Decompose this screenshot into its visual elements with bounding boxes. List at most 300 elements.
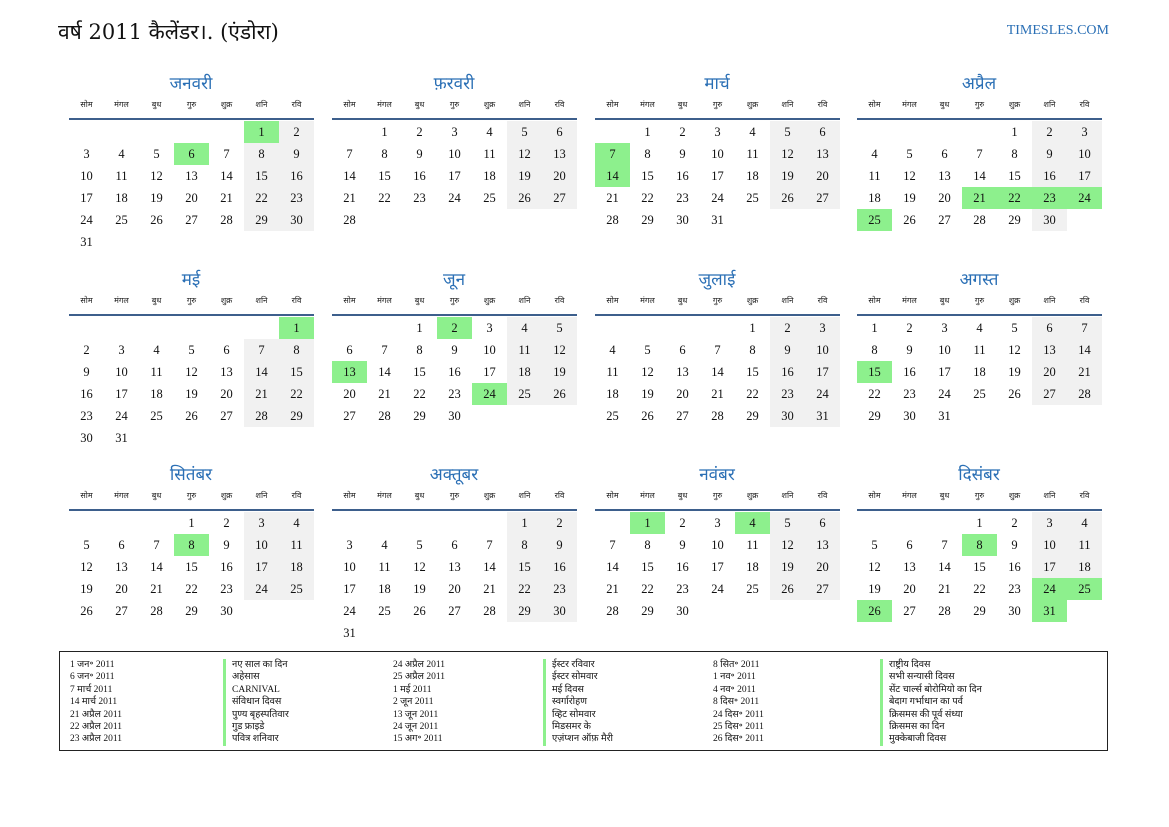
day-grid xyxy=(857,512,1102,622)
day-cell: 26 xyxy=(770,187,805,209)
day-cell: 15 xyxy=(185,560,198,574)
day-cell: 9 xyxy=(542,534,577,556)
day-cell: 12 xyxy=(770,143,805,165)
day-cell: 31 xyxy=(805,405,840,427)
legend-date: 1 मई 2011 xyxy=(393,684,432,695)
day-cell: 2 xyxy=(1032,121,1067,143)
day-cell: 29 xyxy=(1008,213,1021,227)
day-cell: 9 xyxy=(83,365,90,379)
day-cell: 16 xyxy=(448,365,461,379)
legend-dates xyxy=(70,659,122,746)
empty-cell xyxy=(332,512,367,534)
weekday-header xyxy=(857,96,1102,120)
weekday-label: शुक्र xyxy=(220,296,233,305)
weekday-label: शनि xyxy=(1043,296,1056,305)
holiday-day-cell: 25 xyxy=(1067,578,1102,600)
day-cell: 11 xyxy=(115,169,128,183)
day-cell: 16 xyxy=(542,556,577,578)
day-cell: 23 xyxy=(676,191,689,205)
weekday-label: शनि xyxy=(518,296,531,305)
day-cell: 7 xyxy=(1067,317,1102,339)
weekday-label: गुरु xyxy=(974,491,985,500)
empty-cell xyxy=(595,512,630,534)
day-cell: 4 xyxy=(976,321,983,335)
weekday-label: रवि xyxy=(291,491,302,500)
day-cell: 24 xyxy=(711,582,724,596)
day-cell: 21 xyxy=(711,387,724,401)
day-cell: 11 xyxy=(507,339,542,361)
day-cell: 1 xyxy=(749,321,756,335)
day-cell: 23 xyxy=(279,187,314,209)
empty-cell xyxy=(209,317,244,339)
day-cell: 25 xyxy=(606,409,619,423)
day-cell: 6 xyxy=(679,343,686,357)
weekday-label: सोम xyxy=(80,100,93,109)
day-cell: 4 xyxy=(1067,512,1102,534)
day-cell: 6 xyxy=(346,343,353,357)
day-cell: 30 xyxy=(80,431,93,445)
day-grid xyxy=(332,317,577,427)
weekday-label: रवि xyxy=(291,296,302,305)
day-cell: 26 xyxy=(903,213,916,227)
legend-holiday-name: सभी सन्यासी दिवस xyxy=(889,672,955,683)
legend-names xyxy=(232,659,289,746)
month-name: जनवरी xyxy=(169,74,213,94)
legend-holiday-name: पुण्य बृहस्पतिवार xyxy=(232,709,289,720)
holiday-day-cell: 24 xyxy=(1032,578,1067,600)
day-cell: 14 xyxy=(606,560,619,574)
empty-cell xyxy=(174,317,209,339)
day-cell: 13 xyxy=(448,560,461,574)
day-cell: 4 xyxy=(153,343,160,357)
legend-holiday-name: संविधान दिवस xyxy=(232,697,282,708)
weekday-label: सोम xyxy=(80,491,93,500)
day-cell: 20 xyxy=(676,387,689,401)
day-cell: 15 xyxy=(378,169,391,183)
weekday-label: गुरु xyxy=(186,296,197,305)
weekday-label: सोम xyxy=(80,296,93,305)
day-cell: 5 xyxy=(153,147,160,161)
day-cell: 28 xyxy=(483,604,496,618)
day-cell: 10 xyxy=(711,147,724,161)
day-cell: 17 xyxy=(483,365,496,379)
day-cell: 19 xyxy=(868,582,881,596)
day-cell: 17 xyxy=(711,560,724,574)
holiday-day-cell: 26 xyxy=(857,600,892,622)
empty-cell xyxy=(437,512,472,534)
empty-cell xyxy=(857,121,892,143)
legend-dates xyxy=(393,659,445,746)
day-cell: 12 xyxy=(1008,343,1021,357)
day-cell: 31 xyxy=(80,235,93,249)
day-cell: 26 xyxy=(1008,387,1021,401)
day-cell: 13 xyxy=(1032,339,1067,361)
day-cell: 14 xyxy=(483,560,496,574)
month-calendar xyxy=(594,463,840,622)
day-cell: 16 xyxy=(279,165,314,187)
day-cell: 21 xyxy=(244,383,279,405)
day-cell: 2 xyxy=(1011,516,1018,530)
weekday-label: शनि xyxy=(255,296,268,305)
empty-cell xyxy=(69,512,104,534)
empty-cell xyxy=(104,512,139,534)
day-cell: 23 xyxy=(1008,582,1021,596)
day-cell: 22 xyxy=(279,383,314,405)
day-cell: 27 xyxy=(343,409,356,423)
day-cell: 16 xyxy=(413,169,426,183)
day-cell: 5 xyxy=(416,538,423,552)
weekday-label: सोम xyxy=(868,100,881,109)
day-cell: 30 xyxy=(770,405,805,427)
weekday-label: रवि xyxy=(817,491,828,500)
day-cell: 23 xyxy=(80,409,93,423)
day-cell: 6 xyxy=(223,343,230,357)
day-grid xyxy=(69,317,314,449)
day-cell: 22 xyxy=(507,578,542,600)
holiday-day-cell: 4 xyxy=(735,512,770,534)
month-calendar xyxy=(68,463,314,622)
day-cell: 31 xyxy=(115,431,128,445)
weekday-label: शुक्र xyxy=(483,296,496,305)
day-cell: 17 xyxy=(1067,165,1102,187)
weekday-label: गुरु xyxy=(449,491,460,500)
day-cell: 10 xyxy=(938,343,951,357)
legend-date: 4 नव॰ 2011 xyxy=(713,684,756,695)
day-cell: 14 xyxy=(1067,339,1102,361)
empty-cell xyxy=(595,317,630,339)
day-cell: 9 xyxy=(279,143,314,165)
day-cell: 11 xyxy=(973,343,986,357)
day-cell: 5 xyxy=(83,538,90,552)
day-cell: 4 xyxy=(871,147,878,161)
day-grid xyxy=(595,121,840,231)
holiday-marker xyxy=(223,659,226,746)
weekday-label: शुक्र xyxy=(746,100,759,109)
legend-holiday-name: पवित्र शनिवार xyxy=(232,734,279,745)
weekday-label: मंगल xyxy=(902,491,917,500)
day-cell: 11 xyxy=(868,169,881,183)
day-cell: 9 xyxy=(679,538,686,552)
day-cell: 20 xyxy=(185,191,198,205)
day-cell: 16 xyxy=(1032,165,1067,187)
day-cell: 28 xyxy=(1067,383,1102,405)
day-cell: 6 xyxy=(805,121,840,143)
month-calendar xyxy=(856,268,1102,427)
day-cell: 3 xyxy=(714,516,721,530)
holiday-day-cell: 22 xyxy=(997,187,1032,209)
day-cell: 13 xyxy=(938,169,951,183)
day-cell: 22 xyxy=(413,387,426,401)
month-name: जून xyxy=(442,270,466,290)
weekday-header xyxy=(857,487,1102,511)
empty-cell xyxy=(962,121,997,143)
day-cell: 24 xyxy=(938,387,951,401)
weekday-label: मंगल xyxy=(114,296,129,305)
day-cell: 2 xyxy=(279,121,314,143)
day-cell: 2 xyxy=(770,317,805,339)
weekday-label: मंगल xyxy=(902,296,917,305)
day-cell: 25 xyxy=(746,582,759,596)
day-cell: 29 xyxy=(279,405,314,427)
weekday-label: रवि xyxy=(1079,491,1090,500)
day-cell: 29 xyxy=(641,604,654,618)
day-cell: 8 xyxy=(507,534,542,556)
day-cell: 18 xyxy=(606,387,619,401)
empty-cell xyxy=(700,317,735,339)
day-cell: 7 xyxy=(153,538,160,552)
day-cell: 8 xyxy=(871,343,878,357)
weekday-header xyxy=(332,487,577,511)
weekday-label: शनि xyxy=(518,100,531,109)
day-cell: 17 xyxy=(711,169,724,183)
weekday-label: शनि xyxy=(781,100,794,109)
day-cell: 11 xyxy=(378,560,391,574)
legend-holiday-name: नए साल का दिन xyxy=(232,660,288,670)
weekday-label: गुरु xyxy=(712,296,723,305)
month-calendar xyxy=(594,268,840,427)
weekday-label: शुक्र xyxy=(483,491,496,500)
weekday-label: गुरु xyxy=(186,100,197,109)
holiday-day-cell: 1 xyxy=(244,121,279,143)
day-cell: 21 xyxy=(150,582,163,596)
day-cell: 5 xyxy=(871,538,878,552)
month-calendar xyxy=(856,72,1102,231)
legend-holiday-name: क्रिसमस का दिन xyxy=(889,722,945,733)
day-cell: 21 xyxy=(343,191,356,205)
weekday-header xyxy=(69,96,314,120)
day-cell: 3 xyxy=(83,147,90,161)
day-cell: 4 xyxy=(381,538,388,552)
day-cell: 23 xyxy=(676,582,689,596)
weekday-label: रवि xyxy=(817,100,828,109)
month-calendar xyxy=(68,72,314,253)
day-cell: 20 xyxy=(343,387,356,401)
day-cell: 4 xyxy=(486,125,493,139)
weekday-label: रवि xyxy=(1079,100,1090,109)
legend-holiday-name: CARNIVAL xyxy=(232,684,280,695)
day-cell: 18 xyxy=(1067,556,1102,578)
day-cell: 29 xyxy=(973,604,986,618)
legend-holiday-name: व्हिट सोमवार xyxy=(552,709,596,720)
day-cell: 15 xyxy=(507,556,542,578)
legend-holiday-name: सेंट चार्ल्स बोरोमियो का दिन xyxy=(889,684,982,695)
weekday-label: सोम xyxy=(343,100,356,109)
day-cell: 27 xyxy=(220,409,233,423)
day-cell: 14 xyxy=(973,169,986,183)
day-cell: 15 xyxy=(641,560,654,574)
day-cell: 12 xyxy=(868,560,881,574)
day-cell: 8 xyxy=(644,538,651,552)
day-grid xyxy=(69,121,314,253)
empty-cell xyxy=(892,512,927,534)
day-cell: 12 xyxy=(542,339,577,361)
month-calendar xyxy=(856,463,1102,622)
day-cell: 12 xyxy=(150,169,163,183)
day-cell: 6 xyxy=(118,538,125,552)
day-cell: 28 xyxy=(378,409,391,423)
day-cell: 29 xyxy=(746,409,759,423)
weekday-label: मंगल xyxy=(640,491,655,500)
day-cell: 24 xyxy=(115,409,128,423)
legend-date: 2 जून 2011 xyxy=(393,697,434,708)
day-cell: 19 xyxy=(413,582,426,596)
weekday-label: गुरु xyxy=(449,100,460,109)
day-cell: 28 xyxy=(150,604,163,618)
weekday-label: बुध xyxy=(151,296,162,305)
day-cell: 13 xyxy=(676,365,689,379)
day-cell: 17 xyxy=(938,365,951,379)
day-cell: 28 xyxy=(606,213,619,227)
day-cell: 18 xyxy=(115,191,128,205)
empty-cell xyxy=(332,121,367,143)
day-cell: 10 xyxy=(805,339,840,361)
day-cell: 3 xyxy=(1067,121,1102,143)
day-cell: 28 xyxy=(973,213,986,227)
day-cell: 2 xyxy=(542,512,577,534)
month-name: दिसंबर xyxy=(958,465,1000,485)
weekday-label: सोम xyxy=(343,491,356,500)
site-link[interactable]: TIMESLES.COM xyxy=(1006,23,1109,38)
day-cell: 23 xyxy=(542,578,577,600)
day-cell: 1 xyxy=(381,125,388,139)
day-cell: 2 xyxy=(83,343,90,357)
day-grid xyxy=(857,121,1102,231)
day-cell: 23 xyxy=(448,387,461,401)
day-cell: 19 xyxy=(770,556,805,578)
day-cell: 30 xyxy=(676,604,689,618)
day-cell: 16 xyxy=(676,169,689,183)
day-cell: 30 xyxy=(279,209,314,231)
day-cell: 5 xyxy=(644,343,651,357)
day-cell: 7 xyxy=(346,147,353,161)
weekday-label: शनि xyxy=(1043,491,1056,500)
day-cell: 24 xyxy=(244,578,279,600)
day-cell: 14 xyxy=(711,365,724,379)
day-cell: 6 xyxy=(805,512,840,534)
empty-cell xyxy=(104,121,139,143)
month-name: अप्रैल xyxy=(961,74,997,94)
day-cell: 23 xyxy=(220,582,233,596)
day-cell: 25 xyxy=(150,409,163,423)
legend-date: 13 जून 2011 xyxy=(393,709,439,720)
empty-cell xyxy=(332,317,367,339)
day-cell: 30 xyxy=(1008,604,1021,618)
weekday-label: शनि xyxy=(1043,100,1056,109)
day-cell: 17 xyxy=(343,582,356,596)
day-cell: 8 xyxy=(416,343,423,357)
day-cell: 27 xyxy=(805,578,840,600)
day-cell: 21 xyxy=(1067,361,1102,383)
day-cell: 27 xyxy=(1032,383,1067,405)
day-cell: 9 xyxy=(223,538,230,552)
legend-date: 14 मार्च 2011 xyxy=(70,697,118,708)
weekday-label: गुरु xyxy=(186,491,197,500)
holiday-day-cell: 1 xyxy=(279,317,314,339)
day-cell: 27 xyxy=(676,409,689,423)
day-cell: 1 xyxy=(644,125,651,139)
day-cell: 9 xyxy=(906,343,913,357)
day-cell: 26 xyxy=(80,604,93,618)
day-cell: 18 xyxy=(378,582,391,596)
day-cell: 28 xyxy=(711,409,724,423)
month-calendar xyxy=(331,72,577,231)
day-cell: 7 xyxy=(244,339,279,361)
holiday-day-cell: 7 xyxy=(595,143,630,165)
day-cell: 15 xyxy=(746,365,759,379)
day-cell: 5 xyxy=(906,147,913,161)
weekday-header xyxy=(332,292,577,316)
weekday-header xyxy=(332,96,577,120)
day-cell: 14 xyxy=(244,361,279,383)
day-cell: 13 xyxy=(542,143,577,165)
day-cell: 13 xyxy=(185,169,198,183)
day-cell: 28 xyxy=(343,213,356,227)
weekday-label: बुध xyxy=(414,491,425,500)
month-name: मार्च xyxy=(704,74,730,94)
day-cell: 11 xyxy=(483,147,496,161)
legend-date: 25 दिस॰ 2011 xyxy=(713,722,764,733)
day-cell: 6 xyxy=(542,121,577,143)
day-cell: 26 xyxy=(185,409,198,423)
day-cell: 27 xyxy=(903,604,916,618)
day-cell: 19 xyxy=(641,387,654,401)
day-cell: 29 xyxy=(185,604,198,618)
day-grid xyxy=(595,317,840,427)
day-cell: 3 xyxy=(941,321,948,335)
weekday-label: सोम xyxy=(868,296,881,305)
weekday-label: शनि xyxy=(781,296,794,305)
day-cell: 6 xyxy=(941,147,948,161)
day-grid xyxy=(69,512,314,622)
day-cell: 8 xyxy=(749,343,756,357)
day-cell: 20 xyxy=(903,582,916,596)
weekday-label: सोम xyxy=(343,296,356,305)
weekday-label: बुध xyxy=(939,491,950,500)
day-cell: 16 xyxy=(676,560,689,574)
legend-holiday-name: ईस्टर रविवार xyxy=(552,660,595,670)
day-cell: 9 xyxy=(1032,143,1067,165)
day-cell: 28 xyxy=(606,604,619,618)
legend-date: 26 दिस॰ 2011 xyxy=(713,734,764,745)
weekday-label: शनि xyxy=(781,491,794,500)
day-cell: 15 xyxy=(279,361,314,383)
day-cell: 19 xyxy=(542,361,577,383)
day-cell: 10 xyxy=(115,365,128,379)
weekday-label: शुक्र xyxy=(1008,491,1021,500)
day-cell: 24 xyxy=(711,191,724,205)
day-cell: 6 xyxy=(451,538,458,552)
day-cell: 21 xyxy=(220,191,233,205)
day-cell: 22 xyxy=(378,191,391,205)
day-cell: 19 xyxy=(80,582,93,596)
day-grid xyxy=(332,121,577,231)
day-cell: 19 xyxy=(185,387,198,401)
day-cell: 2 xyxy=(679,125,686,139)
weekday-label: रवि xyxy=(1079,296,1090,305)
day-cell: 22 xyxy=(641,582,654,596)
weekday-label: मंगल xyxy=(377,491,392,500)
day-cell: 3 xyxy=(805,317,840,339)
day-cell: 27 xyxy=(115,604,128,618)
legend-date: 1 जन॰ 2011 xyxy=(70,660,115,670)
day-cell: 17 xyxy=(1032,556,1067,578)
day-cell: 15 xyxy=(973,560,986,574)
day-cell: 19 xyxy=(903,191,916,205)
day-cell: 12 xyxy=(185,365,198,379)
day-cell: 7 xyxy=(941,538,948,552)
weekday-label: रवि xyxy=(554,296,565,305)
weekday-label: रवि xyxy=(291,100,302,109)
